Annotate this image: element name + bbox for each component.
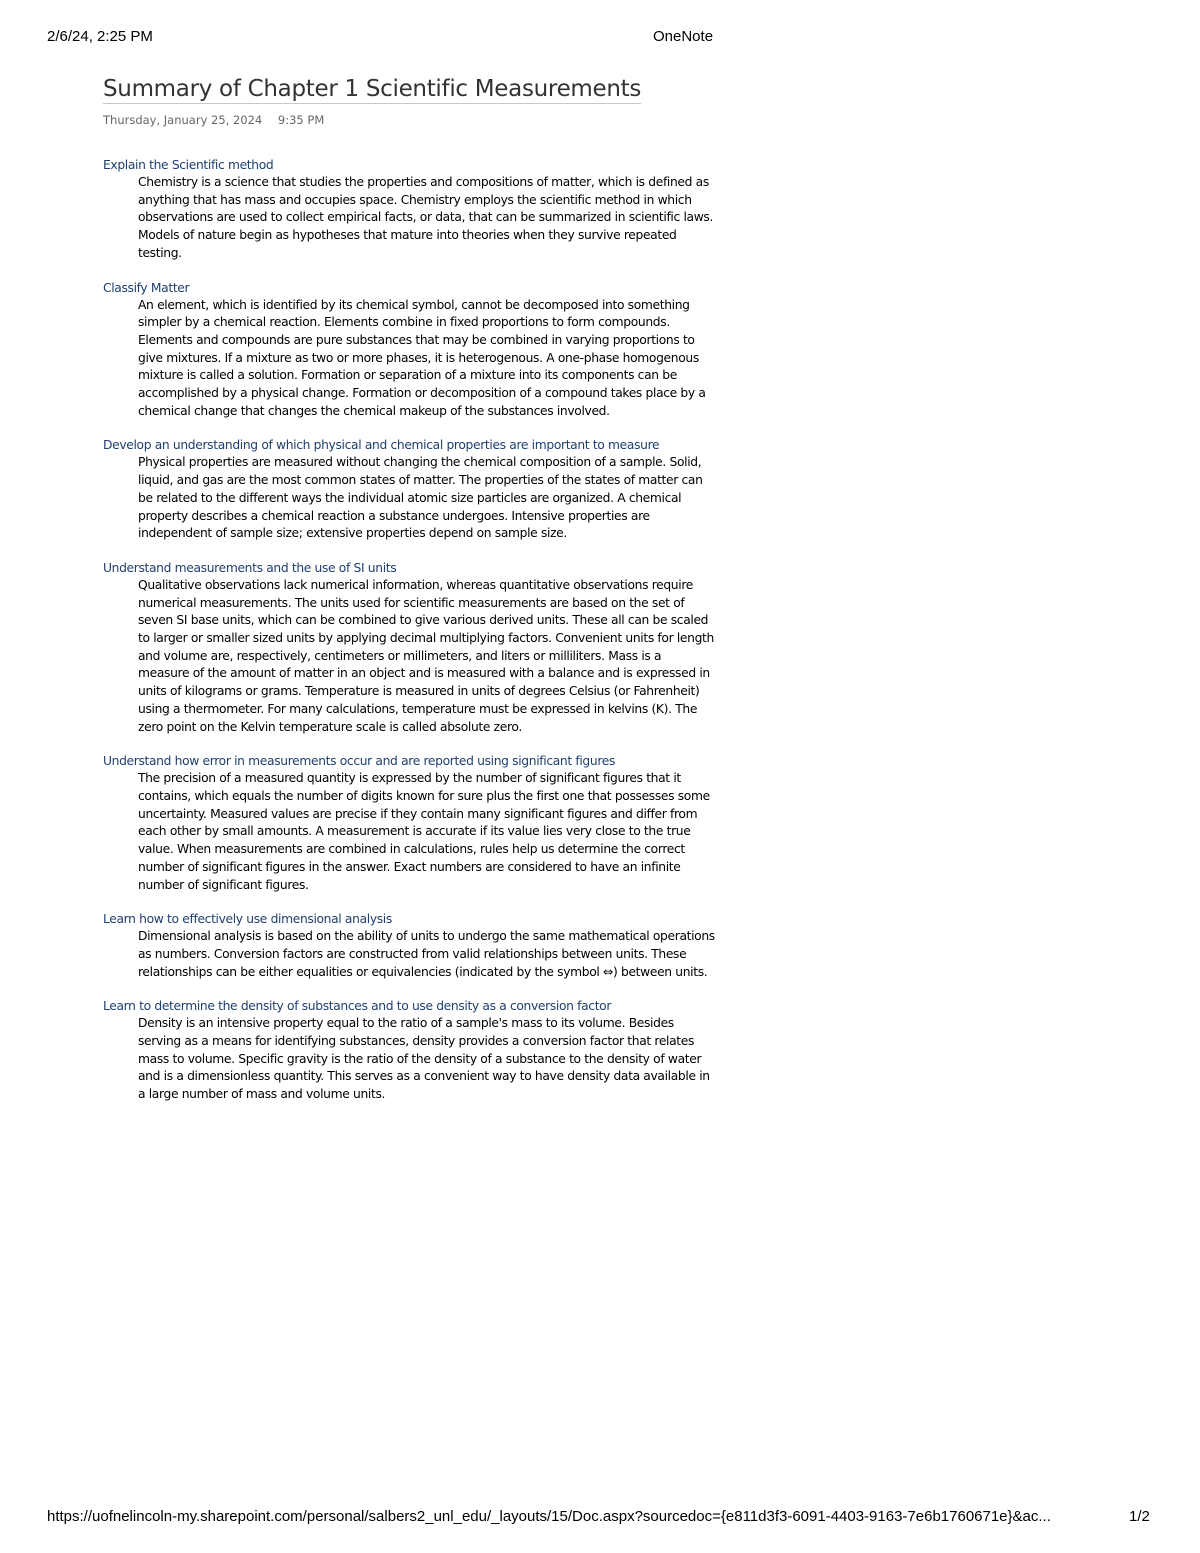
note-section [103,280,743,421]
section-heading: Explain the Scientific method [103,158,274,172]
page-date: Thursday, January 25, 2024 [103,113,263,127]
section-body: Density is an intensive property equal to the ratio of a sample's mass to its volume. Besides serving as a means for identifying substances, density provides a conversion factor that relates mass to volume. Specific gravity is the ratio of the density of a substance to the density of water and is a dimensionless quantity. This serves as a convenient way to have density data available in a large number of mass and volume units. [138,1016,710,1102]
note-section [103,911,743,981]
note-section [103,437,743,543]
note-section [103,560,743,736]
print-datetime: 2/6/24, 2:25 PM [47,28,153,45]
section-body: Dimensional analysis is based on the ability of units to undergo the same mathematical operations as numbers. Conversion factors are constructed from valid relationships between units. These relationships can be either equalities or equivalencies (indicated by the symbol ⇔) between units. [138,929,715,979]
section-heading: Learn to determine the density of substances and to use density as a conversion factor [103,999,612,1014]
print-app-name: OneNote [653,28,714,45]
section-body: Qualitative observations lack numerical information, whereas quantitative observations require numerical measurements. The units used for scientific measurements are based on the set of seven SI base units, which can be combined to give various derived units. These all can be scaled to larger or smaller sized units by applying decimal multiplying factors. Convenient units for length and volume are, respectively, centimeters or millimeters, and liters or milliliters. Mass is a measure of the amount of matter in an object and is measured with a balance and is expressed in units of kilograms or grams. Temperature is measured in units of degrees Celsius (or Fahrenheit) using a thermometer. For many calculations, temperature must be expressed in kelvins (K). The zero point on the Kelvin temperature scale is called absolute zero. [138,577,714,734]
section-body: Physical properties are measured without changing the chemical composition of a sample. Solid, liquid, and gas are the most common states of matter. The properties of the states of matter can be related to the different ways the individual atomic size particles are organized. A chemical property describes a chemical reaction a substance undergoes. Intensive properties are independent of sample size; extensive properties depend on sample size. [138,455,703,541]
section-heading: Learn how to effectively use dimensional analysis [103,912,392,927]
print-url: https://uofnelincoln-my.sharepoint.com/personal/salbers2_unl_edu/_layouts/15/Doc.aspx?sourcedoc={e811d3f3-6091-4403-9163-7e6b1760671e}&ac... [47,1508,1051,1525]
print-footer [47,1508,1153,1528]
section-body: Chemistry is a science that studies the properties and compositions of matter, which is defined as anything that has mass and occupies space. Chemistry employs the scientific method in which observations are used to collect empirical facts, or data, that can be summarized in scientific laws. Models of nature begin as hypotheses that mature into theories when they survive repeated testing. [138,175,714,260]
section-body: An element, which is identified by its chemical symbol, cannot be decomposed into something simpler by a chemical reaction. Elements combine in fixed proportions to form compounds. Elements and compounds are pure substances that may be combined in varying proportions to give mixtures. If a mixture as two or more phases, it is heterogenous. A one-phase homogenous mixture is called a solution. Formation or separation of a mixture into its components can be accomplished by a physical change. Formation or decomposition of a compound takes place by a chemical change that changes the chemical makeup of the substances involved. [138,297,706,418]
section-heading: Develop an understanding of which physical and chemical properties are important to measure [103,438,660,453]
section-heading: Understand how error in measurements occur and are reported using significant figures [103,754,616,769]
note-page [103,76,743,1121]
note-section [103,753,743,894]
print-header [47,28,1153,48]
note-section [103,998,743,1104]
note-section [103,157,743,263]
page-timestamp [103,113,743,127]
note-sections [103,157,743,1104]
section-heading: Classify Matter [103,280,190,295]
page-title: Summary of Chapter 1 Scientific Measurements [103,76,642,102]
section-heading: Understand measurements and the use of SI units [103,560,397,575]
page-time: 9:35 PM [277,113,325,127]
section-body: The precision of a measured quantity is expressed by the number of significant figures that it contains, which equals the number of digits known for sure plus the first one that possesses some uncertainty. Measured values are precise if they contain many significant figures and differ from each other by small amounts. A measurement is accurate if its value lies very close to the true value. When measurements are combined in calculations, rules help us determine the correct number of significant figures in the answer. Exact numbers are considered to have an infinite number of significant figures. [138,771,710,892]
print-page-number: 1/2 [1129,1508,1150,1525]
